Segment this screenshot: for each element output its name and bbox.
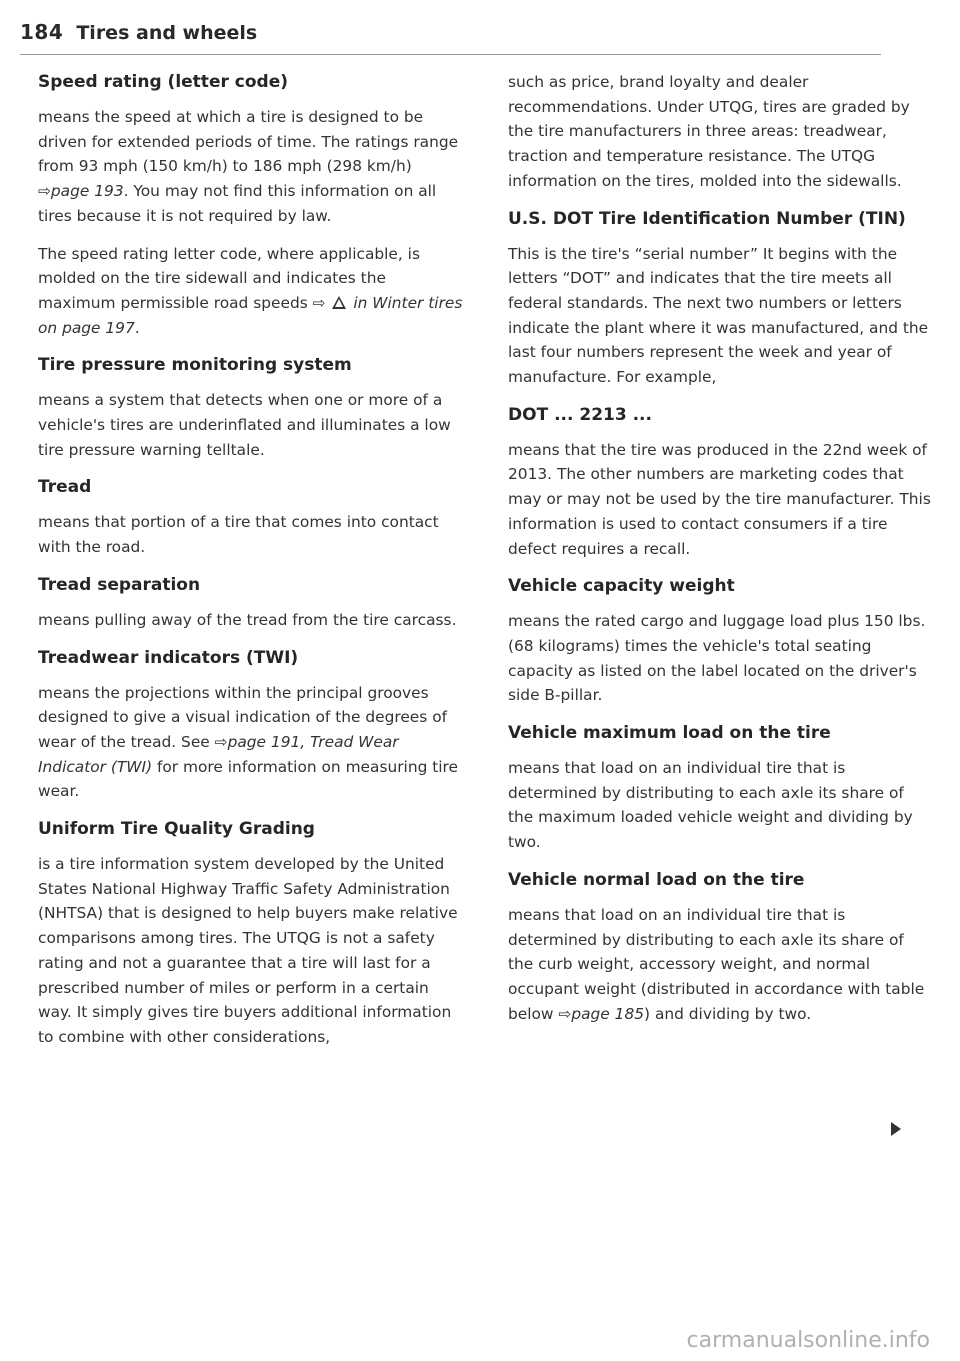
para-dot-example: means that the tire was produced in the 22nd week of 2013. The other numbers are marketing codes that may or may not be used by the tire manufacturer. This information is used to contact consumers if a tire defect requires a recall. (508, 440, 931, 558)
page-header (20, 20, 881, 55)
para-utqg-continued: such as price, brand loyalty and dealer recommendations. Under UTQG, tires are graded by the tire manufacturers in three areas: treadwear, traction and temperature resistance. The UTQG information on the tires, molded into the sidewalls. (508, 73, 910, 190)
arrow-right-icon: ⇨ (214, 732, 228, 751)
para-vehicle-normal-load: means that load on an individual tire that is determined by distributing to each axle its share of the curb weight, accessory weight, and normal occupant weight (distributed in accordance with table below ⇨page 185) and dividing by two. (508, 905, 925, 1023)
heading-utqg: Uniform Tire Quality Grading (38, 819, 315, 840)
para-tread: means that portion of a tire that comes into contact with the road. (38, 513, 439, 557)
ref-page-193[interactable]: page 193 (50, 182, 124, 201)
para-utqg: is a tire information system developed by the United States National Highway Traffic Safety Administration (NHTSA) that is designed to help buyers make relative comparisons among tires. The UTQG is not a safety rating and not a guarantee that a tire will last for a prescribed number of miles or perform in a certain way. It simply gives tire buyers additional information to combine with other considerations, (38, 855, 458, 1046)
heading-tread: Tread (38, 477, 92, 498)
heading-tpms: Tire pressure monitoring system (38, 355, 352, 376)
right-column (508, 70, 933, 1039)
heading-twi: Treadwear indicators (TWI) (38, 647, 299, 668)
continue-arrow-icon (891, 1122, 901, 1136)
left-column (38, 70, 463, 1063)
para-vehicle-max-load: means that load on an individual tire that is determined by distributing to each axle its share of the maximum loaded vehicle weight and dividing by two. (508, 759, 913, 852)
para-dot-tin: This is the tire's “serial number” It begins with the letters “DOT” and indicates that the tire meets all federal standards. The next two numbers or letters indicate the plant where it was manufactured, and the last four numbers represent the week and year of manufacture. For example, (508, 244, 929, 387)
heading-vehicle-capacity-weight: Vehicle capacity weight (508, 576, 735, 597)
para-speed-rating: means the speed at which a tire is designed to be driven for extended periods of time. The ratings range from 93 mph (150 km/h) to 186 mph (298 km/h) ⇨page 193. You may not find this information on all tires because it is not required by law. (38, 108, 459, 225)
para-speed-code: The speed rating letter code, where applicable, is molded on the tire sidewall and indicates the maximum permissible road speeds ⇨ in Winter tires on page 197. (38, 244, 463, 337)
ref-page-185[interactable]: page 185 (571, 1004, 645, 1023)
warning-triangle-icon (332, 296, 346, 309)
para-twi: means the projections within the principal grooves designed to give a visual indication of the degrees of wear of the tread. See ⇨page 191, Tread Wear Indicator (TWI) for more information on measuring tire wear. (38, 683, 459, 801)
ref-page-191[interactable]: page 191, Tread Wear Indicator (TWI) (38, 732, 399, 776)
ref-winter-tires[interactable]: in Winter tires on page 197 (38, 293, 463, 337)
arrow-right-icon: ⇨ (558, 1004, 572, 1023)
arrow-right-icon: ⇨ (38, 182, 51, 201)
watermark: carmanualsonline.info (686, 1328, 930, 1353)
chapter-title: Tires and wheels (76, 22, 258, 44)
para-tread-separation: means pulling away of the tread from the tire carcass. (38, 610, 457, 629)
heading-speed-rating: Speed rating (letter code) (38, 72, 288, 92)
para-tpms: means a system that detects when one or more of a vehicle's tires are underinflated and illuminates a low tire pressure warning telltale. (38, 391, 451, 459)
heading-tread-separation: Tread separation (38, 574, 201, 595)
heading-dot-tin: U.S. DOT Tire Identification Number (TIN) (508, 208, 906, 229)
arrow-right-icon: ⇨ (312, 293, 326, 312)
para-vehicle-capacity-weight: means the rated cargo and luggage load plus 150 lbs. (68 kilograms) times the vehicle's total seating capacity as listed on the label located on the driver's side B-pillar. (508, 612, 926, 705)
heading-vehicle-max-load: Vehicle maximum load on the tire (508, 723, 831, 744)
heading-dot-example: DOT ... 2213 ... (508, 404, 652, 425)
page-number: 184 (20, 20, 64, 44)
heading-vehicle-normal-load: Vehicle normal load on the tire (508, 869, 805, 890)
